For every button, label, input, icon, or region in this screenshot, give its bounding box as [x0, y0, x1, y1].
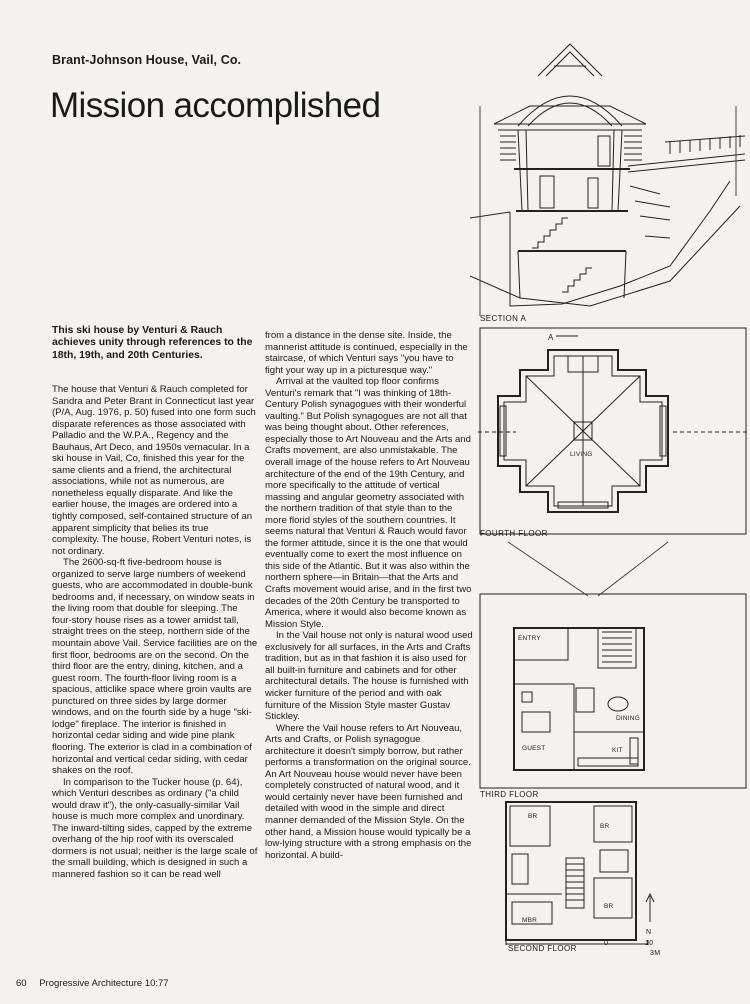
second-floor-plan: [478, 798, 750, 946]
north-arrow-icon: [646, 894, 654, 922]
page-footer: [16, 978, 179, 989]
section-label: SECTION A: [480, 314, 527, 323]
body-paragraph: from a distance in the dense site. Inside, the mannerist attitude is continued, especially in the staircase, of which Venturi says "you have to fight your way up in a picturesque way.": [265, 330, 468, 376]
scale-ten: 10: [645, 940, 654, 947]
room-label-dining: DINING: [616, 715, 640, 722]
room-label-br-1: BR: [528, 813, 538, 820]
fourth-floor-plan: [478, 326, 750, 538]
body-paragraph: In comparison to the Tucker house (p. 64), which Venturi describes as ordinary ("a child would draw it"), the only-casually-similar Vail house is much more complex and unordinary. The inward-tilting sides, capped by the extreme overhang of the hip roof with its overscaled dormers is not usual; neither is the large scale of the small building, which is designed in such a mannered fashion so it can be read well: [52, 776, 258, 880]
article-deck: This ski house by Venturi & Rauch achieves unity through references to the 18th, 19th, and 20th Centuries.: [52, 325, 253, 361]
room-label-entry: ENTRY: [518, 635, 541, 642]
room-label-mbr: MBR: [522, 917, 538, 924]
body-column-2: [265, 330, 473, 861]
second-floor-label: SECOND FLOOR: [508, 944, 577, 953]
article-headline: Mission accomplished: [50, 86, 381, 125]
body-paragraph: The house that Venturi & Rauch completed for Sandra and Peter Brant in Connecticut last year (P/A, Aug. 1976, p. 50) fused into one form such disparate references as those associated with Palladio and the W.P.A., Regency and the Bauhaus, Art Deco, and 1950s vernacular. In a ski house in Vail, Co, finished this year for the same clients and a friend, the architectural associations, while not as numerous, are nonetheless equally disparate. And like the earlier house, the images are ordered into a tightly composed, self-contained structure of an apparent simplicity that belies its true complexity. The house, Robert Venturi notes, is not ordinary.: [52, 384, 256, 557]
scale-zero: 0: [604, 940, 609, 947]
third-floor-plan: [478, 592, 750, 792]
room-label-br-2: BR: [600, 823, 610, 830]
journal-name: Progressive Architecture 10:77: [39, 978, 169, 989]
article-kicker: Brant-Johnson House, Vail, Co.: [52, 53, 242, 67]
fourth-floor-label: FOURTH FLOOR: [480, 529, 548, 538]
third-floor-label: THIRD FLOOR: [480, 790, 539, 799]
room-label-kit: KIT: [612, 747, 623, 754]
body-column-1: [52, 384, 258, 881]
room-label-guest: GUEST: [522, 745, 546, 752]
page-number: 60: [16, 978, 27, 989]
room-label-living: LIVING: [570, 451, 593, 458]
body-paragraph: In the Vail house not only is natural wood used exclusively for all surfaces, in the Arts and Crafts tradition, but as in that fashion it is also used for all built-in furniture and cabinets and for other architectural details. The house is furnished with wicker furniture of the period and with oak furniture of the Mission Style master Gustav Stickley.: [265, 630, 473, 723]
room-label-br-3: BR: [604, 903, 614, 910]
scale-three-m: 3M: [650, 950, 661, 957]
body-paragraph: Where the Vail house refers to Art Nouveau, Arts and Crafts, or Polish synagogue architecture it doesn't simply borrow, but rather performs a transformation on the original source. An Art Nouveau house would never have been completely constructed of natural wood, and it would certainly never have been furnished and detailed with wood in the simple and direct manner demanded of the Mission Style. On the other hand, a Mission house would typically be a low-lying structure with a strong emphasis on the horizontal. A build-: [265, 722, 472, 861]
north-label: N: [646, 929, 652, 936]
section-drawing: [470, 36, 750, 318]
projection-lines: [478, 540, 750, 600]
section-marker: A: [548, 333, 554, 342]
body-paragraph: Arrival at the vaulted top floor confirms Venturi's remark that "I was thinking of 18th-Century Polish synagogues with their wonderful vaulting." But Polish synagogues are not all that was being thought about. Other references, especially those to Art Nouveau and the Arts and Crafts movement, are also unmistakable. The overall image of the house refers to Art Nouveau architecture of the end of the 19th Century, and more specifically to the attitude of vertical massing and angular geometry associated with the northern tradition of that style than to the more florid styles of the southern countries. It seems natural that Venturi & Rauch would favor the former attitude, since it is the one that would eventually come to exert the most influence on this side of the Atlantic. But it was also within the northern sphere—in Britain—that the Arts and Crafts movement would arise, and in the first two decades of the 20th Century be transported to America, where it would also become known as Mission Style.: [265, 376, 472, 630]
body-paragraph: The 2600-sq-ft five-bedroom house is organized to serve large numbers of weekend guests, who are accommodated in double-bunk bedrooms and, if necessary, on window seats in the living room that double for sleeping. The four-story house rises as a tower amidst tall, straight trees on the steep, northern side of the mountain above Vail. Service facilities are on the first floor, bedrooms are on the second. On the third floor are the entry, dining, kitchen, and a guest room. The fourth-floor living room is a spacious, atticlike space where groin vaults are punctured on three sides by large dormer windows, and on the fourth side by a huge "ski-lodge" fireplace. The interior is finished in horizontal cedar siding and wide pine plank flooring. The exterior is clad in a combination of horizontal and vertical cedar siding, with cedar shakes on the roof.: [52, 557, 258, 777]
